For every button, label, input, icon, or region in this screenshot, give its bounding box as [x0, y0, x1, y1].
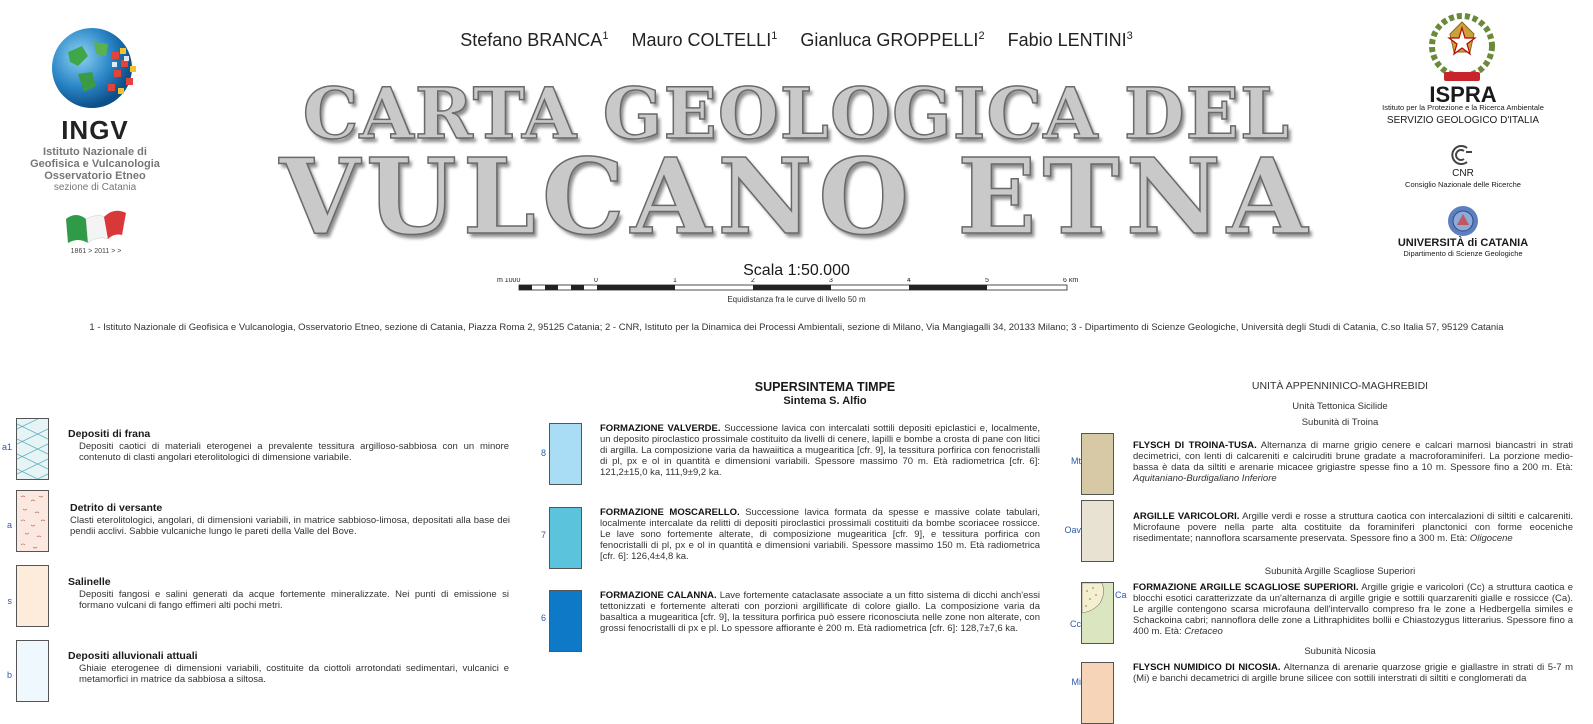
legend-swatch-detrito [16, 490, 49, 552]
map-title-line2: VULCANO ETNA [279, 135, 1314, 258]
legend-swatch-salinelle [16, 565, 49, 627]
legend-swatch-calanna [549, 590, 582, 652]
legend-swatch-moscarello [549, 507, 582, 569]
authors-line [0, 30, 1593, 51]
sintema-subheader: Sintema S. Alfio [783, 395, 867, 407]
scale-tick-label: 5 [985, 278, 989, 284]
unita-tettonica-header: Unità Tettonica Sicilide [1292, 401, 1388, 412]
subunita-argille-header: Subunità Argille Scagliose Superiori [1264, 566, 1416, 577]
cnr-name: CNR [1452, 168, 1474, 179]
legend-code: s [7, 596, 12, 606]
legend-title: Depositi di frana [68, 428, 151, 440]
legend-swatch-frana [16, 418, 49, 480]
legend-description: Ghiaie eterogenee di dimensioni variabili, costituite da ciottoli arrotondati sedimentari, vulcanici e metamorfici in matrice da sabbiosa a siltosa. [79, 663, 509, 685]
formation-argille-varicolori: ARGILLE VARICOLORI. Argille verdi e rosse a struttura caotica con intercalazioni di siltiti e calcareniti. Microfaune povere nella parte alta costituite da foraminiferi planctonici con forme eoceniche risedimentate; nannoflora scarsamente preservata. Spessore fino a 300 m. Età: Oligocene [1133, 511, 1574, 544]
legend-swatch-argille-varicolori [1081, 500, 1114, 562]
unita-header: UNITÀ APPENNINICO-MAGHREBIDI [1251, 380, 1429, 392]
legend-swatch-flysch-numidico [1081, 662, 1114, 724]
legend-code: Mt [1071, 456, 1081, 466]
author-2: Mauro COLTELLI$^1$ [631, 30, 778, 50]
scale-tick-label: 2 [751, 278, 755, 284]
author-3: Gianluca GROPPELLI$^2$ [800, 30, 985, 50]
affiliations: 1 - Istituto Nazionale di Geofisica e Vulcanologia, Osservatorio Etneo, sezione di Catania, Piazza Roma 2, 95125 Catania; 2 - CNR, Istituto per la Dinamica dei Processi Ambientali, sezione di Milano, Via Mangiagalli 34, 20133 Milano; 3 - Dipartimento di Scienze Geologiche, Università degli Studi di Catania, C.so Italia 57, 95129 Catania [89, 322, 1504, 333]
contour-interval-note: Equidistanza fra le curve di livello 50 m [727, 295, 866, 304]
ispra-full-name: Istituto per la Protezione e la Ricerca Ambientale [1382, 103, 1544, 112]
italy-150-flag-icon [64, 205, 128, 247]
scale-tick-label: 0 [594, 278, 598, 284]
legend-code: 8 [540, 448, 546, 458]
legend-title: Depositi alluvionali attuali [68, 650, 198, 662]
legend-code: Cc [1070, 619, 1081, 629]
formation-flysch-numidico: FLYSCH NUMIDICO DI NICOSIA. Alternanza di arenarie quarzose grigie e giallastre in strati di 5-7 m (Mi) e banchi decametrici di argille brune silicee con sottili interstrati di siltiti e conglomerati da [1133, 662, 1573, 684]
cnr-full-name: Consiglio Nazionale delle Ricerche [1405, 180, 1521, 189]
legend-description: Clasti eterolitologici, angolari, di dimensioni variabili, in matrice sabbioso-limosa, depositati alla base dei pendii acclivi. Sabbie vulcaniche lungo le pareti della Valle del Bove. [70, 515, 510, 537]
legend-swatch-valverde [549, 423, 582, 485]
legend-title: Detrito di versante [70, 502, 163, 514]
legend-code: Oav [1064, 525, 1081, 535]
legend-code: 6 [540, 613, 546, 623]
legend-code: Ca [1115, 590, 1127, 600]
supersintema-header: SUPERSINTEMA TIMPE [754, 380, 896, 394]
scale-tick-label: m 1000 [497, 278, 521, 284]
scale-tick-label: 4 [907, 278, 911, 284]
formation-valverde: FORMAZIONE VALVERDE. Successione lavica con intercalati sottili depositi epiclastici e, localmente, un deposito piroclastico prossimale costituito da livelli di cenere, lapilli e bombe a crosta di pane con litici di argilla. La composizione varia da hawaiitica a mugearitica [cfr. 9], la tessitura porfirica con fenocristalli di pl, px e ol in quantità e dimensioni variabili. Spessore massimo 70 m. Età radiometrica [cfr. 6]: 121,2±15,0 ka, 111,9±9,2 ka. [600, 423, 1040, 478]
subunita-troina-header: Subunità di Troina [1301, 417, 1379, 428]
legend-swatch-alluvionali [16, 640, 49, 702]
formation-calanna: FORMAZIONE CALANNA. Lave fortemente cataclasate associate a un fitto sistema di dicchi anch'essi tettonizzati e fortemente alterati con porzioni argillificate di colore giallo. La composizione varia da basaltica a mugearitica [cfr. 9], la tessitura porfirica può essere riconosciuta nelle zone non alterate, con grossi fenocristalli di px e pl. Lo spessore affiorante è 200 m. Età radiometrica [cfr. 6]: 128,7±7,6 ka. [600, 590, 1041, 634]
formation-troina-tusa: FLYSCH DI TROINA-TUSA. Alternanza di marne grigio cenere e calcari marnosi biancastri in strati decimetrici, con lenti di calcareniti e calciruditi brune gradate a macroforaminiferi. La porzione medio-bassa è data da siltiti e arenarie micacee grigiastre spesse fino a 10 m. Spessore fino a 200 m. Età: Aquitaniano-Burdigaliano Inferiore [1133, 440, 1574, 484]
legend-swatch-troina-tusa [1081, 433, 1114, 495]
scale-title: Scala 1:50.000 [743, 262, 850, 279]
subunita-nicosia-header: Subunità Nicosia [1304, 646, 1376, 657]
legend-description: Depositi caotici di materiali eterogenei a prevalente tessitura argilloso-sabbiosa con un minore contenuto di clasti angolari eterolitologici di dimensione variabile. [79, 441, 509, 463]
formation-moscarello: FORMAZIONE MOSCARELLO. Successione lavica formata da spesse e massive colate tabulari, localmente intercalate da relitti di depositi piroclastici prossimali costituiti da bombe scoriacee rossicce. Le lave sono fortemente alterate, di composizione mugearitica [cfr. 9], e tessitura porfirica con fenocristalli di pl, px e ol in quantità e dimensioni variabili. Spessore massimo 150 m. Età radiometrica [cfr. 6]: 126,4±4,8 ka. [600, 507, 1041, 562]
ispra-service: SERVIZIO GEOLOGICO D'ITALIA [1386, 115, 1540, 126]
author-1: Stefano BRANCA$^1$ [460, 30, 609, 50]
ingv-globe-icon [48, 22, 140, 114]
legend-code: 7 [540, 530, 546, 540]
unict-department: Dipartimento di Scienze Geologiche [1403, 249, 1523, 258]
formation-argille-scagliose: FORMAZIONE ARGILLE SCAGLIOSE SUPERIORI. Argille grigie e varicolori (Cc) a struttura caotica e blocchi esotici caratterizzate da un'alternanza di argille grigie e sottili quarzareniti gialle e rossicce (Ca). Le argille contengono scarsa microfauna dell'intervallo compreso fra le zone a Hedbergella similes e Schackoina cabri; nannoflora delle zone a Lithraphidites bollii e Chiastozygus litterarius. Spessore fino a 400 m. Età: Cretaceo [1133, 582, 1573, 637]
legend-code: Mi [1071, 677, 1081, 687]
author-4: Fabio LENTINI$^3$ [1007, 30, 1133, 50]
scale-tick-label: 3 [829, 278, 833, 284]
map-title-line1: CARTA GEOLOGICA DEL [302, 72, 1291, 155]
legend-description: Depositi fangosi e salini generati da acque fortemente mineralizzate. Nei punti di emissione si formano vulcani di fango effimeri alti pochi metri. [79, 589, 509, 611]
scale-tick-label: 1 [673, 278, 677, 284]
legend-code: a [6, 520, 12, 530]
ispra-name: ISPRA [1429, 82, 1497, 107]
flag-caption: 1861 > 2011 > > [70, 248, 122, 255]
ingv-subtitle: Istituto Nazionale di Geofisica e Vulcanologia Osservatorio Etneo sezione di Catania [30, 146, 160, 193]
university-seal-icon [1447, 205, 1479, 237]
legend-code: b [6, 670, 12, 680]
scale-tick-label: 6 km [1063, 278, 1079, 284]
legend-swatch-argille-scagliose [1081, 582, 1114, 644]
legend-title: Salinelle [68, 576, 111, 588]
scale-bar [0, 278, 1593, 296]
cnr-logo-icon [1449, 142, 1475, 168]
unict-name: UNIVERSITÀ di CATANIA [1397, 237, 1529, 249]
ingv-name: INGV [61, 115, 129, 145]
legend-code: a1 [1, 442, 12, 452]
italian-republic-emblem-icon [1426, 8, 1498, 88]
